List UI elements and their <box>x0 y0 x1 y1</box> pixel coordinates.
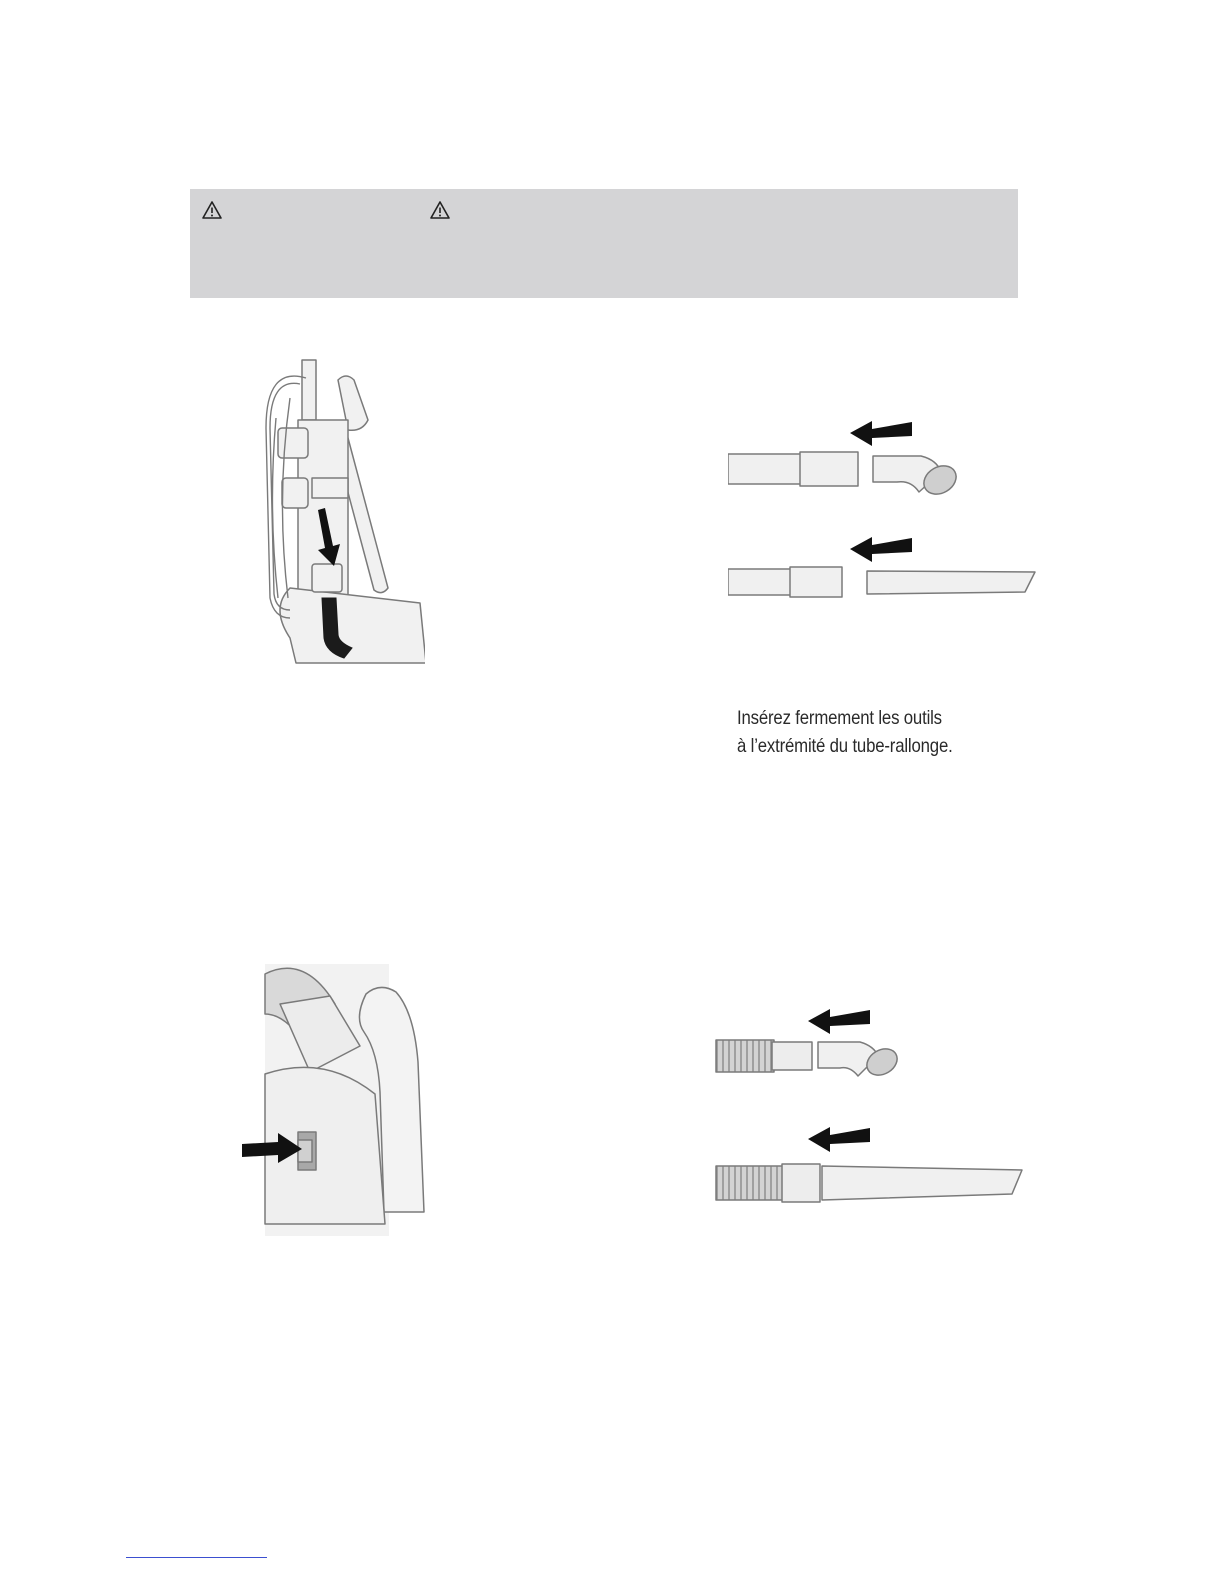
wand-tools-illustration <box>728 414 1038 604</box>
caption-line-2: à l’extrémité du tube-rallonge. <box>737 735 953 757</box>
tools-caption <box>737 704 1012 760</box>
caption-line-1: Insérez fermement les outils <box>737 707 942 729</box>
vacuum-hose-removal-illustration <box>250 358 425 666</box>
arrow-left-icon <box>850 421 912 446</box>
warning-triangle-icon <box>201 200 223 220</box>
footnote-separator <box>126 1557 267 1558</box>
warning-bar <box>190 189 1018 298</box>
arrow-left-icon <box>850 537 912 562</box>
hose-tools-illustration <box>714 1004 1026 1204</box>
arrow-left-icon <box>808 1009 870 1034</box>
warning-triangle-icon <box>429 200 451 220</box>
arrow-left-icon <box>808 1127 870 1152</box>
hose-release-latch-illustration <box>238 964 433 1236</box>
